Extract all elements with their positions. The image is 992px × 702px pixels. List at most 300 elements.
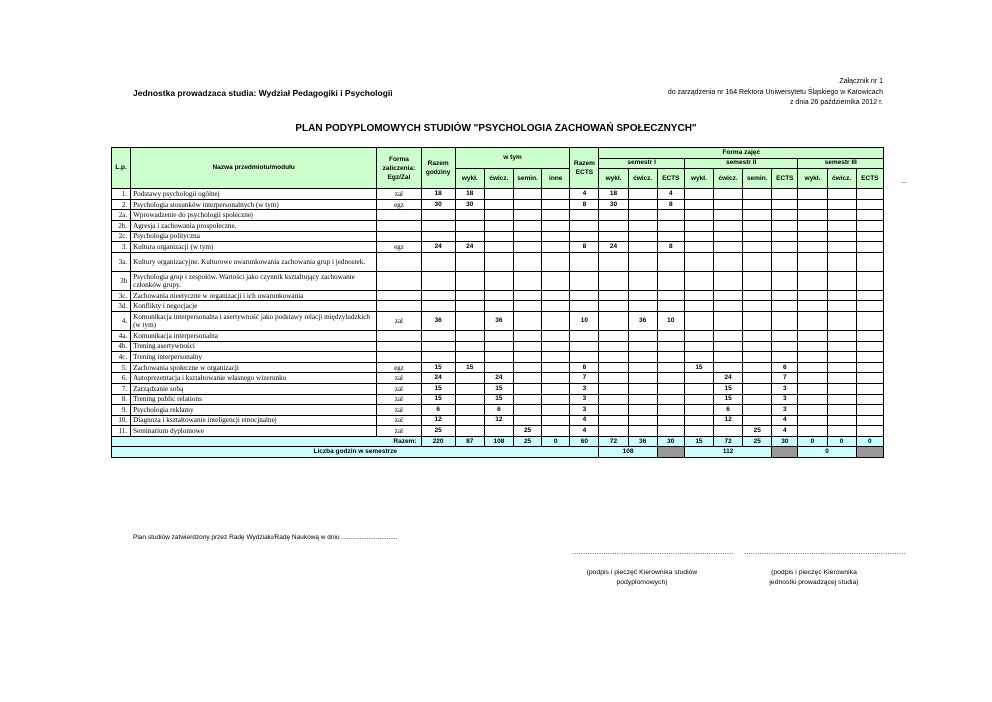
row-inne <box>542 362 570 373</box>
attachment-line-1: Załącznik nr 1 <box>839 78 883 85</box>
row-forma <box>377 352 421 363</box>
row-forma: zal <box>377 383 421 394</box>
row-s2w <box>684 199 713 210</box>
header-s1-wykl: wykł. <box>599 169 628 189</box>
row-s2e <box>772 341 798 352</box>
row-s3c <box>827 330 856 341</box>
row-s3e <box>856 383 883 394</box>
row-wykl <box>455 405 484 416</box>
row-cwicz <box>484 362 513 373</box>
row-semin: 25 <box>513 426 541 437</box>
header-wykl: wykł. <box>455 169 484 189</box>
row-s1c <box>628 189 657 200</box>
row-s2e: 7 <box>772 373 798 384</box>
row-semin <box>513 341 541 352</box>
row-name: Psychologia stosunków interpersonalnych (w tym) <box>131 199 377 210</box>
table-row <box>112 252 884 271</box>
row-s2w <box>684 330 713 341</box>
row-semin <box>513 373 541 384</box>
attachment-line-2: do zarządzenia nr 164 Rektora Uniwersytetu Śląskiego w Katowicach <box>667 88 883 96</box>
row-wykl <box>455 352 484 363</box>
row-s2c <box>714 199 743 210</box>
row-ects <box>570 301 599 312</box>
row-s2c <box>714 252 743 271</box>
row-s2e <box>772 311 798 330</box>
row-lp: 8. <box>112 394 131 405</box>
row-cwicz <box>484 220 513 231</box>
semester-hours-s1: 108 <box>599 447 657 458</box>
row-inne <box>542 199 570 210</box>
row-forma: zal <box>377 311 421 330</box>
row-godz: 18 <box>421 189 455 200</box>
row-s1c <box>628 341 657 352</box>
row-s2s: 25 <box>743 426 772 437</box>
totals-s1-wykl: 72 <box>599 436 628 447</box>
totals-inne: 0 <box>542 436 570 447</box>
row-inne <box>542 290 570 301</box>
totals-s3-wykl: 0 <box>798 436 827 447</box>
row-s3c <box>827 301 856 312</box>
row-s2w <box>684 311 713 330</box>
row-cwicz: 6 <box>484 405 513 416</box>
row-name: Psychologia polityczna <box>131 231 377 242</box>
row-s1c: 36 <box>628 311 657 330</box>
header-cwicz: ćwicz. <box>484 169 513 189</box>
row-s2e <box>772 330 798 341</box>
row-s1e <box>657 290 684 301</box>
row-s2e <box>772 352 798 363</box>
signature-line-2: ........................................................................ <box>744 549 906 556</box>
header-inne: inne <box>542 169 570 189</box>
row-s2e <box>772 199 798 210</box>
row-s1c <box>628 426 657 437</box>
row-semin <box>513 242 541 253</box>
row-inne <box>542 252 570 271</box>
row-semin <box>513 252 541 271</box>
row-name: Podstawy psychologii ogólnej <box>131 189 377 200</box>
row-name: Konflikty i negocjacje <box>131 301 377 312</box>
row-inne <box>542 394 570 405</box>
row-godz <box>421 271 455 290</box>
row-name: Kultura organizacji (w tym) <box>131 242 377 253</box>
row-s3w <box>798 311 827 330</box>
row-s3e <box>856 231 883 242</box>
row-wykl <box>455 220 484 231</box>
row-inne <box>542 242 570 253</box>
gray-cell-s2 <box>772 447 798 458</box>
row-s1c <box>628 330 657 341</box>
row-s2w <box>684 373 713 384</box>
row-s1c <box>628 231 657 242</box>
row-ects: 4 <box>570 189 599 200</box>
row-s3w <box>798 394 827 405</box>
row-s2s <box>743 383 772 394</box>
table-row <box>112 362 884 373</box>
row-forma: zal <box>377 415 421 426</box>
row-s1e <box>657 405 684 416</box>
row-name: Seminarium dyplomowe <box>131 426 377 437</box>
row-s3w <box>798 290 827 301</box>
row-s1w <box>599 290 628 301</box>
row-s2e: 3 <box>772 394 798 405</box>
row-s3w <box>798 199 827 210</box>
row-s1e <box>657 394 684 405</box>
row-wykl: 18 <box>455 189 484 200</box>
totals-s2-wykl: 15 <box>684 436 713 447</box>
row-lp: 10. <box>112 415 131 426</box>
row-s2s <box>743 362 772 373</box>
row-semin <box>513 330 541 341</box>
row-lp: 7. <box>112 383 131 394</box>
totals-godz: 220 <box>421 436 455 447</box>
header-forma: Forma zaliczenia: Egz/Zal <box>377 148 421 189</box>
row-cwicz <box>484 301 513 312</box>
row-lp: 3c. <box>112 290 131 301</box>
row-s1w <box>599 373 628 384</box>
row-cwicz <box>484 189 513 200</box>
row-semin <box>513 311 541 330</box>
table-row <box>112 220 884 231</box>
row-s2s <box>743 330 772 341</box>
row-cwicz: 36 <box>484 311 513 330</box>
row-s3w <box>798 405 827 416</box>
page-title: PLAN PODYPLOMOWYCH STUDIÓW "PSYCHOLOGIA ZACHOWAŃ SPOŁECZNYCH" <box>295 123 697 134</box>
row-forma: zal <box>377 189 421 200</box>
row-s2c <box>714 311 743 330</box>
row-s1e <box>657 426 684 437</box>
row-s1w <box>599 301 628 312</box>
row-wykl <box>455 301 484 312</box>
row-wykl <box>455 415 484 426</box>
row-s2w <box>684 242 713 253</box>
row-forma: zal <box>377 394 421 405</box>
row-s3w <box>798 271 827 290</box>
row-ects: 8 <box>570 242 599 253</box>
unit-name: Jednostka prowadzaca studia: Wydział Pedagogiki i Psychologii <box>133 88 393 98</box>
row-godz: 15 <box>421 383 455 394</box>
row-cwicz <box>484 352 513 363</box>
table-row <box>112 199 884 210</box>
row-s3w <box>798 242 827 253</box>
row-inne <box>542 220 570 231</box>
row-name: Kultury organizacyjne. Kulturowe uwarunkowania zachowania grup i jednostek. <box>131 252 377 271</box>
row-s2c <box>714 330 743 341</box>
totals-s2-ects: 30 <box>772 436 798 447</box>
totals-row <box>112 436 884 447</box>
row-s3c <box>827 405 856 416</box>
table-row <box>112 189 884 200</box>
table-row <box>112 341 884 352</box>
row-s2e <box>772 189 798 200</box>
row-s3w <box>798 426 827 437</box>
totals-s2-semin: 25 <box>743 436 772 447</box>
row-lp: 3a. <box>112 252 131 271</box>
header-s3-wykl: wykł. <box>798 169 827 189</box>
row-godz: 25 <box>421 426 455 437</box>
row-s1e <box>657 271 684 290</box>
row-cwicz: 15 <box>484 394 513 405</box>
row-s3w <box>798 383 827 394</box>
row-lp: 9. <box>112 405 131 416</box>
row-s3c <box>827 242 856 253</box>
row-cwicz <box>484 330 513 341</box>
row-s2w <box>684 189 713 200</box>
row-s1c <box>628 199 657 210</box>
row-s3c <box>827 290 856 301</box>
row-godz: 24 <box>421 373 455 384</box>
totals-ects: 60 <box>570 436 599 447</box>
row-s3w <box>798 352 827 363</box>
row-ects <box>570 271 599 290</box>
row-inne <box>542 426 570 437</box>
row-s2w <box>684 405 713 416</box>
row-godz: 15 <box>421 394 455 405</box>
row-s1c <box>628 415 657 426</box>
row-s1c <box>628 394 657 405</box>
row-s3w <box>798 330 827 341</box>
header-sem1: semestr I <box>599 158 684 169</box>
row-s2c <box>714 242 743 253</box>
row-s2c <box>714 352 743 363</box>
row-s1c <box>628 383 657 394</box>
row-s1c <box>628 271 657 290</box>
row-lp: 5. <box>112 362 131 373</box>
row-inne <box>542 210 570 221</box>
row-forma: egz <box>377 362 421 373</box>
row-s1w <box>599 271 628 290</box>
row-s2e: 4 <box>772 415 798 426</box>
row-godz: 36 <box>421 311 455 330</box>
row-name: Trening asertywności <box>131 341 377 352</box>
row-godz <box>421 290 455 301</box>
row-wykl <box>455 231 484 242</box>
row-lp: 2b. <box>112 220 131 231</box>
row-ects <box>570 290 599 301</box>
row-s3e <box>856 330 883 341</box>
row-inne <box>542 189 570 200</box>
row-lp: 2c. <box>112 231 131 242</box>
row-s2s <box>743 373 772 384</box>
row-s1c <box>628 210 657 221</box>
row-cwicz <box>484 341 513 352</box>
row-s2c <box>714 426 743 437</box>
row-s2e <box>772 290 798 301</box>
row-s3e <box>856 352 883 363</box>
row-semin <box>513 271 541 290</box>
row-godz: 15 <box>421 362 455 373</box>
row-s2w <box>684 426 713 437</box>
row-s3c <box>827 252 856 271</box>
row-s1c <box>628 373 657 384</box>
row-s2w: 15 <box>684 362 713 373</box>
row-s3w <box>798 231 827 242</box>
row-inne <box>542 301 570 312</box>
row-s3w <box>798 252 827 271</box>
row-lp: 4a. <box>112 330 131 341</box>
row-wykl <box>455 271 484 290</box>
row-s3e <box>856 199 883 210</box>
row-s2s <box>743 231 772 242</box>
row-s3c <box>827 362 856 373</box>
row-s2s <box>743 271 772 290</box>
totals-s1-ects: 30 <box>657 436 684 447</box>
row-s1w: 30 <box>599 199 628 210</box>
table-row <box>112 405 884 416</box>
semester-hours-row <box>112 447 884 458</box>
row-s1e <box>657 373 684 384</box>
row-cwicz <box>484 231 513 242</box>
row-forma: egz <box>377 199 421 210</box>
row-inne <box>542 405 570 416</box>
row-s1e <box>657 220 684 231</box>
header-s3-ects: ECTS <box>856 169 883 189</box>
row-s3c <box>827 373 856 384</box>
row-s3e <box>856 341 883 352</box>
row-lp: 4. <box>112 311 131 330</box>
row-semin <box>513 383 541 394</box>
row-s2c <box>714 362 743 373</box>
semester-hours-s2: 112 <box>684 447 771 458</box>
row-name: Autoprezentacja i kształtowanie własnego wizerunku <box>131 373 377 384</box>
row-name: Trening public relations <box>131 394 377 405</box>
row-s2s <box>743 301 772 312</box>
row-s1e <box>657 330 684 341</box>
row-name: Wprowadzenie do psychologii społecznej <box>131 210 377 221</box>
row-s2c <box>714 290 743 301</box>
header-s1-ects: ECTS <box>657 169 684 189</box>
ellipsis-mark: ... <box>901 178 907 185</box>
row-s3w <box>798 362 827 373</box>
table-row <box>112 373 884 384</box>
row-s3c <box>827 383 856 394</box>
row-s3c <box>827 341 856 352</box>
row-lp: 1. <box>112 189 131 200</box>
row-ects: 8 <box>570 199 599 210</box>
row-cwicz <box>484 242 513 253</box>
row-s1c <box>628 352 657 363</box>
row-s2s <box>743 415 772 426</box>
row-s3e <box>856 426 883 437</box>
row-cwicz <box>484 271 513 290</box>
row-forma <box>377 290 421 301</box>
row-s2s <box>743 352 772 363</box>
row-s3c <box>827 189 856 200</box>
row-forma: zal <box>377 373 421 384</box>
row-s3e <box>856 242 883 253</box>
totals-wykl: 87 <box>455 436 484 447</box>
row-forma <box>377 231 421 242</box>
header-s1-cwicz: ćwicz. <box>628 169 657 189</box>
row-s2w <box>684 383 713 394</box>
row-s3w <box>798 210 827 221</box>
row-s3e <box>856 405 883 416</box>
header-razem-godziny: Razem godziny <box>421 148 455 189</box>
row-inne <box>542 311 570 330</box>
row-godz <box>421 341 455 352</box>
row-cwicz <box>484 210 513 221</box>
row-s2c: 15 <box>714 394 743 405</box>
table-row <box>112 271 884 290</box>
header-s2-wykl: wykł. <box>684 169 713 189</box>
header-sem2: semestr II <box>684 158 798 169</box>
row-inne <box>542 271 570 290</box>
row-name: Agresja i zachowania prospołeczne. <box>131 220 377 231</box>
row-name: Komunikacja interpersonalna i asertywność jako podstawy relacji międzyludzkich (w tym) <box>131 311 377 330</box>
study-plan-table <box>111 147 884 458</box>
row-s1w: 24 <box>599 242 628 253</box>
row-wykl: 15 <box>455 362 484 373</box>
header-s3-cwicz: ćwicz. <box>827 169 856 189</box>
row-semin <box>513 405 541 416</box>
row-inne <box>542 330 570 341</box>
row-s1e <box>657 383 684 394</box>
row-s1e <box>657 210 684 221</box>
row-s2w <box>684 394 713 405</box>
row-s2e <box>772 220 798 231</box>
row-godz: 30 <box>421 199 455 210</box>
row-s1c <box>628 252 657 271</box>
row-s2e: 3 <box>772 405 798 416</box>
row-s1e: 8 <box>657 199 684 210</box>
row-s1w <box>599 415 628 426</box>
row-s1w <box>599 394 628 405</box>
row-name: Psychologia reklamy <box>131 405 377 416</box>
row-s2s <box>743 341 772 352</box>
row-s2w <box>684 210 713 221</box>
row-forma: egz <box>377 242 421 253</box>
row-ects <box>570 210 599 221</box>
row-name: Komunikacja interpersonalna <box>131 330 377 341</box>
row-forma <box>377 252 421 271</box>
row-semin <box>513 231 541 242</box>
row-godz <box>421 330 455 341</box>
row-semin <box>513 362 541 373</box>
row-ects <box>570 341 599 352</box>
row-forma: zal <box>377 405 421 416</box>
row-s2s <box>743 405 772 416</box>
row-ects <box>570 231 599 242</box>
row-semin <box>513 352 541 363</box>
row-ects: 4 <box>570 426 599 437</box>
row-wykl <box>455 394 484 405</box>
row-s1w <box>599 383 628 394</box>
row-s2s <box>743 199 772 210</box>
header-name: Nazwa przedmiotu/modułu <box>131 148 377 189</box>
row-s3w <box>798 220 827 231</box>
row-lp: 3. <box>112 242 131 253</box>
row-lp: 2a. <box>112 210 131 221</box>
row-inne <box>542 383 570 394</box>
row-ects <box>570 220 599 231</box>
row-lp: 3b <box>112 271 131 290</box>
row-s1e <box>657 415 684 426</box>
table-row <box>112 231 884 242</box>
row-s2s <box>743 220 772 231</box>
row-cwicz <box>484 290 513 301</box>
approval-note: Plan studiów zatwierdzony przez Radę Wydziału/Radę Naukową w dniu ............................... <box>133 534 398 541</box>
row-s2s <box>743 394 772 405</box>
row-s1e <box>657 352 684 363</box>
row-s3c <box>827 220 856 231</box>
row-s1w <box>599 231 628 242</box>
header-razem-ects: Razem ECTS <box>570 148 599 189</box>
row-s2e <box>772 231 798 242</box>
signature-caption-1 <box>572 568 712 588</box>
row-s3e <box>856 210 883 221</box>
semester-hours-label: Liczba godzin w semestrze <box>112 447 599 458</box>
table-row <box>112 301 884 312</box>
row-lp: 11. <box>112 426 131 437</box>
